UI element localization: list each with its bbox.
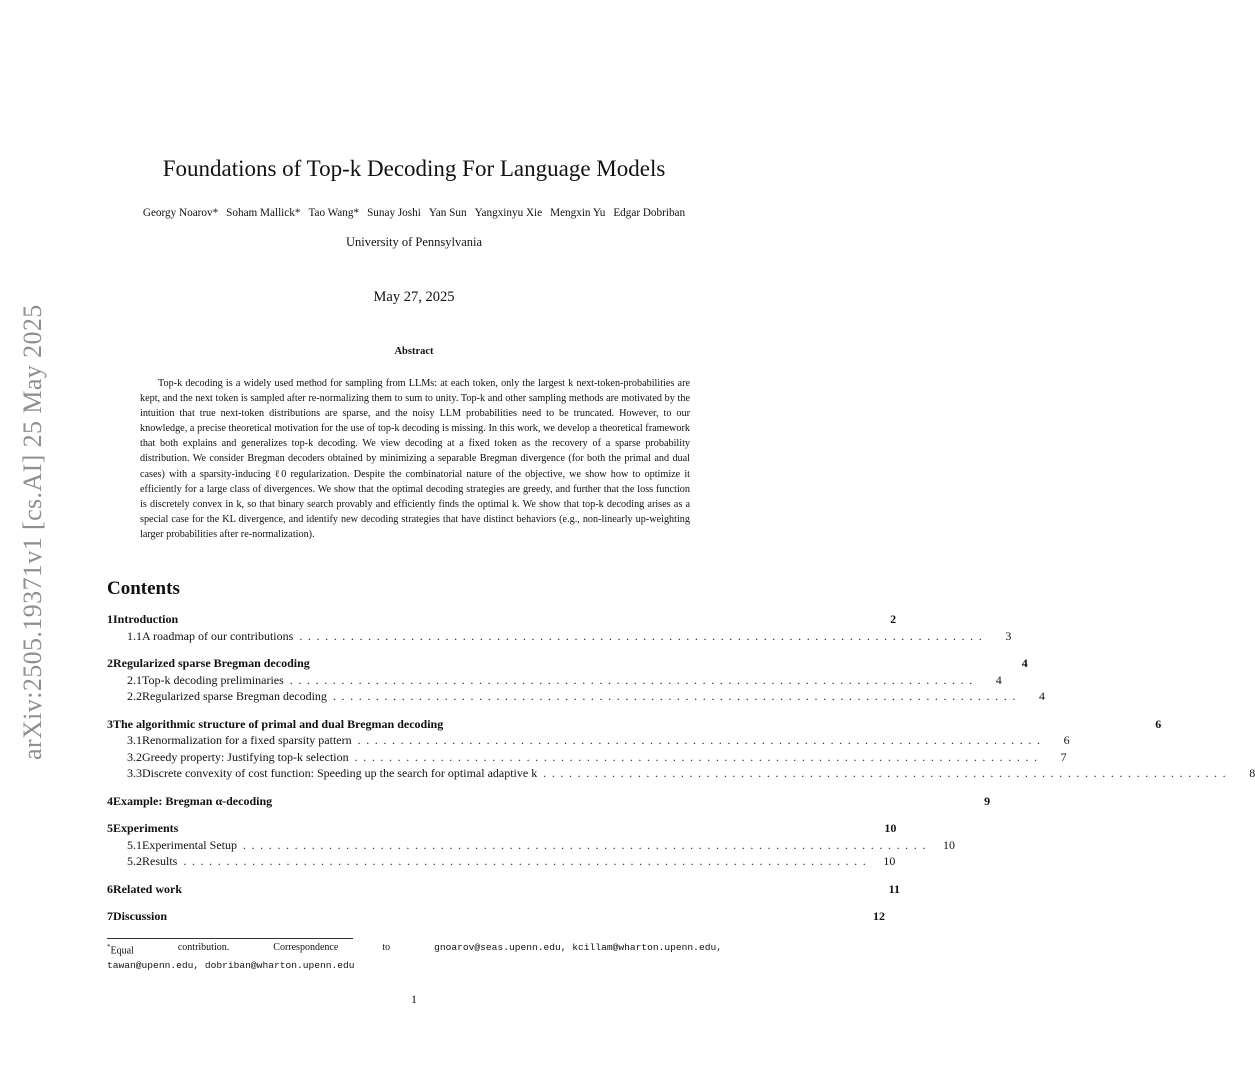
- affiliation: University of Pennsylvania: [345, 235, 483, 249]
- toc-section-entry[interactable]: [107, 716, 1162, 733]
- page-number: 1: [411, 992, 417, 1006]
- toc-section-entry[interactable]: [107, 611, 897, 628]
- author-name: Soham Mallick*: [226, 207, 301, 219]
- publication-date: May 27, 2025: [373, 289, 455, 305]
- footnote-contribution: contribution.: [177, 942, 230, 953]
- abstract-heading: Abstract: [394, 346, 434, 357]
- toc-section-entry[interactable]: [107, 908, 886, 925]
- author-name: Yangxinyu Xie: [474, 207, 543, 219]
- toc-entry-title: A roadmap of our contributions: [142, 628, 294, 643]
- footnote: [107, 940, 722, 973]
- toc-section-entry[interactable]: [107, 793, 991, 810]
- author-name: Sunay Joshi: [367, 207, 421, 219]
- footnote-emails-line1[interactable]: gnoarov@seas.upenn.edu, kcillam@wharton.upenn.edu,: [434, 942, 722, 953]
- toc-entry-title: Renormalization for a fixed sparsity pattern: [142, 733, 352, 747]
- toc-leader-dots: ................................................................................: [354, 749, 1043, 764]
- toc-entry-title: Experiments: [113, 821, 179, 835]
- toc-entry-page: 3: [1005, 628, 1012, 643]
- toc-entry-page: 10: [883, 854, 896, 868]
- footnote-correspondence: Correspondence: [273, 942, 339, 953]
- toc-entry-title: Regularized sparse Bregman decoding: [113, 656, 310, 670]
- toc-entry-number: 2.1: [127, 672, 142, 687]
- toc-entry-number: 5.2: [127, 854, 142, 868]
- arxiv-identifier-watermark: arXiv:2505.19371v1 [cs.AI] 25 May 2025: [18, 304, 47, 760]
- footnote-marker: *: [107, 943, 111, 951]
- toc-entry-page: 2: [890, 612, 897, 626]
- toc-entry-number: 1.1: [127, 628, 142, 643]
- toc-entry-page: 6: [1063, 733, 1070, 747]
- toc-leader-dots: ................................................................................: [299, 628, 988, 643]
- toc-section-entry[interactable]: [107, 881, 900, 898]
- toc-entry-number: 2.2: [127, 689, 142, 703]
- toc-entry-page: 10: [884, 821, 897, 835]
- toc-entry-page: 10: [942, 837, 955, 852]
- author-list: [0, 205, 828, 221]
- toc-leader-dots: ................................................................................: [332, 689, 1021, 703]
- toc-entry-page: 7: [1060, 749, 1067, 764]
- toc-entry-page: 11: [888, 881, 900, 896]
- author-name: Georgy Noarov*: [142, 207, 219, 219]
- toc-subsection-entry[interactable]: [107, 749, 1067, 766]
- table-of-contents: [107, 611, 1255, 925]
- toc-section-entry[interactable]: [107, 655, 1028, 672]
- toc-subsection-entry[interactable]: [107, 837, 955, 854]
- toc-entry-number: 6: [107, 881, 113, 896]
- author-name: Edgar Dobriban: [613, 207, 686, 219]
- toc-entry-number: 3.3: [127, 766, 142, 780]
- toc-subsection-entry[interactable]: [107, 672, 1002, 689]
- toc-entry-number: 4: [107, 793, 113, 808]
- toc-leader-dots: ................................................................................: [183, 854, 872, 868]
- toc-entry-title: Related work: [113, 881, 182, 896]
- footnote-rule: [107, 938, 353, 939]
- toc-entry-title: Greedy property: Justifying top-k selection: [142, 749, 349, 764]
- toc-entry-title: Discussion: [113, 909, 168, 923]
- paper-title: [0, 154, 828, 184]
- toc-entry-number: 1: [107, 612, 113, 626]
- toc-leader-dots: ................................................................................: [543, 766, 1232, 780]
- toc-leader-dots: ................................................................................: [289, 672, 978, 687]
- toc-leader-dots: ................................................................................: [357, 733, 1046, 747]
- toc-subsection-entry[interactable]: [107, 688, 1045, 705]
- toc-entry-title: Introduction: [113, 612, 179, 626]
- toc-entry-title: Example: Bregman α-decoding: [113, 793, 273, 808]
- toc-entry-number: 3.1: [127, 733, 142, 747]
- toc-section-entry[interactable]: [107, 820, 897, 837]
- toc-entry-title: Results: [142, 854, 178, 868]
- toc-entry-page: 9: [984, 793, 991, 808]
- toc-entry-page: 6: [1155, 716, 1162, 731]
- toc-entry-number: 5: [107, 821, 113, 835]
- toc-leader-dots: ................................................................................: [242, 837, 931, 852]
- toc-entry-number: 3.2: [127, 749, 142, 764]
- toc-entry-number: 7: [107, 909, 113, 923]
- toc-subsection-entry[interactable]: [107, 765, 1255, 782]
- toc-entry-title: Experimental Setup: [142, 837, 237, 852]
- toc-subsection-entry[interactable]: [107, 853, 896, 870]
- toc-entry-page: 4: [995, 672, 1002, 687]
- author-name: Mengxin Yu: [550, 207, 606, 219]
- toc-entry-title: Top-k decoding preliminaries: [142, 672, 284, 687]
- footnote-to: to: [382, 942, 391, 953]
- toc-subsection-entry[interactable]: [107, 732, 1070, 749]
- paper-title-text: Foundations of Top-k Decoding For Language Models: [162, 156, 666, 181]
- toc-entry-number: 3: [107, 716, 113, 731]
- abstract-body: Top-k decoding is a widely used method for sampling from LLMs: at each token, only the largest k next-token-probabilities are kept, and the next token is sampled after re-normalizing them to sum to unity. Top-k and other sampling methods are motivated by the intuition that true next-token distributions are sparse, and the noisy LLM probabilities need to be truncated. However, to our knowledge, a precise theoretical motivation for the use of top-k decoding is missing. In this work, we develop a theoretical framework that both explains and generalizes top-k decoding. We view decoding at a fixed token as the recovery of a sparse probability distribution. We consider Bregman decoders obtained by minimizing a separable Bregman divergence (for both the primal and dual cases) with a sparsity-inducing ℓ0 regularization. Despite the combinatorial nature of the objective, we show how to optimize it efficiently for a large class of divergences. We show that the optimal decoding strategies are greedy, and further that the loss function is discretely convex in k, so that binary search provably and efficiently finds the optimal k. We show that top-k decoding arises as a special case for the KL divergence, and identify new decoding strategies that have distinct behaviors (e.g., non-linearly up-weighting larger probabilities after re-normalization).: [140, 378, 690, 540]
- contents-heading: Contents: [107, 578, 180, 599]
- author-name: Yan Sun: [428, 207, 467, 219]
- toc-entry-number: 5.1: [127, 837, 142, 852]
- toc-entry-title: Discrete convexity of cost function: Speeding up the search for optimal adaptive k: [142, 766, 538, 780]
- toc-entry-page: 8: [1249, 766, 1255, 780]
- toc-entry-page: 12: [873, 909, 886, 923]
- toc-entry-title: The algorithmic structure of primal and dual Bregman decoding: [113, 716, 444, 731]
- toc-entry-title: Regularized sparse Bregman decoding: [142, 689, 327, 703]
- toc-entry-page: 4: [1021, 656, 1028, 670]
- toc-subsection-entry[interactable]: [107, 628, 1012, 645]
- footnote-emails-line2[interactable]: tawan@upenn.edu, dobriban@wharton.upenn.edu: [107, 960, 355, 972]
- footnote-equal: Equal: [110, 945, 134, 957]
- author-name: Tao Wang*: [308, 207, 360, 219]
- toc-entry-page: 4: [1038, 689, 1045, 703]
- toc-entry-number: 2: [107, 656, 113, 670]
